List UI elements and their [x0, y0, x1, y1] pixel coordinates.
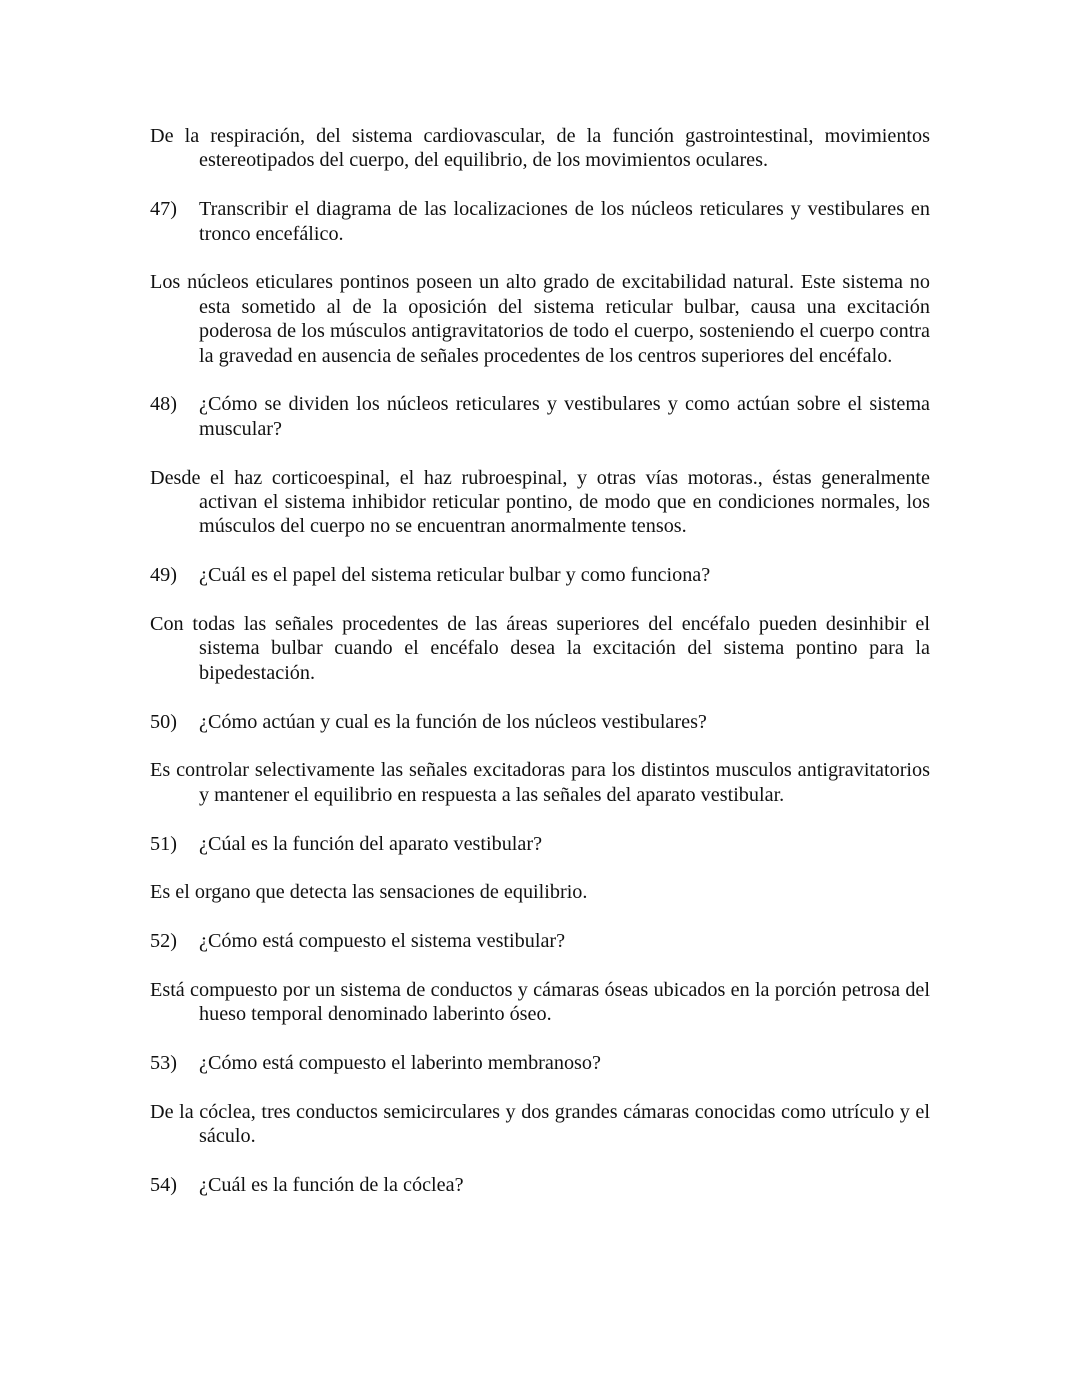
answer-paragraph: De la cóclea, tres conductos semicirculares y dos grandes cámaras conocidas como utrículo y el sáculo. — [150, 1101, 930, 1148]
question-text: ¿Cuál es el papel del sistema reticular bulbar y como funciona? — [199, 564, 711, 587]
question-48 — [150, 392, 930, 441]
question-number: 54) — [150, 1174, 177, 1197]
question-text: ¿Cuál es la función de la cóclea? — [199, 1174, 464, 1197]
spacer — [150, 685, 930, 709]
question-text: ¿Cómo está compuesto el laberinto membranoso? — [199, 1052, 601, 1075]
spacer — [150, 588, 930, 612]
question-number: 51) — [150, 832, 177, 855]
question-text: ¿Cómo actúan y cual es la función de los núcleos vestibulares? — [199, 710, 707, 733]
question-47 — [150, 197, 930, 246]
question-text: ¿Cúal es la función del aparato vestibular? — [199, 832, 543, 855]
spacer — [150, 1027, 930, 1051]
spacer — [150, 441, 930, 465]
spacer — [150, 246, 930, 270]
question-number: 52) — [150, 930, 177, 953]
document-page — [150, 124, 930, 1198]
spacer — [150, 734, 930, 758]
answer-paragraph: Desde el haz corticoespinal, el haz rubroespinal, y otras vías motoras., éstas generalmente activan el sistema inhibidor reticular pontino, de modo que en condiciones normales, los músculos del cuerpo no se encuentran anormalmente tensos. — [150, 466, 930, 538]
question-54 — [150, 1173, 930, 1197]
question-number: 48) — [150, 393, 177, 416]
question-number: 49) — [150, 564, 177, 587]
answer-paragraph: Está compuesto por un sistema de conductos y cámaras óseas ubicados en la porción petrosa del hueso temporal denominado laberinto óseo. — [150, 979, 930, 1026]
question-51 — [150, 832, 930, 856]
question-number: 53) — [150, 1052, 177, 1075]
question-50 — [150, 710, 930, 734]
question-52 — [150, 929, 930, 953]
spacer — [150, 539, 930, 563]
spacer — [150, 807, 930, 831]
question-53 — [150, 1051, 930, 1075]
answer-paragraph: De la respiración, del sistema cardiovascular, de la función gastrointestinal, movimientos estereotipados del cuerpo, del equilibrio, de los movimientos oculares. — [150, 125, 930, 172]
question-number: 47) — [150, 198, 177, 221]
answer-paragraph: Los núcleos eticulares pontinos poseen un alto grado de excitabilidad natural. Este sistema no esta sometido al de la oposición del sistema reticular bulbar, causa una excitación poderosa de los músculos antigravitatorios de todo el cuerpo, sosteniendo el cuerpo contra la gravedad en ausencia de señales procedentes de los centros superiores del encéfalo. — [150, 271, 930, 367]
spacer — [150, 1149, 930, 1173]
spacer — [150, 954, 930, 978]
spacer — [150, 173, 930, 197]
answer-paragraph: Con todas las señales procedentes de las áreas superiores del encéfalo pueden desinhibir el sistema bulbar cuando el encéfalo desea la excitación del sistema pontino para la bipedestación. — [150, 613, 930, 684]
spacer — [150, 905, 930, 929]
question-49 — [150, 563, 930, 587]
question-text: ¿Cómo se dividen los núcleos reticulares y vestibulares y como actúan sobre el sistema muscular? — [199, 393, 930, 440]
question-text: Transcribir el diagrama de las localizaciones de los núcleos reticulares y vestibulares en tronco encefálico. — [199, 198, 930, 245]
answer-paragraph: Es controlar selectivamente las señales excitadoras para los distintos musculos antigravitatorios y mantener el equilibrio en respuesta a las señales del aparato vestibular. — [150, 759, 930, 806]
spacer — [150, 368, 930, 392]
answer-paragraph: Es el organo que detecta las sensaciones de equilibrio. — [150, 881, 588, 904]
question-text: ¿Cómo está compuesto el sistema vestibular? — [199, 930, 566, 953]
spacer — [150, 1076, 930, 1100]
spacer — [150, 856, 930, 880]
question-number: 50) — [150, 710, 177, 733]
